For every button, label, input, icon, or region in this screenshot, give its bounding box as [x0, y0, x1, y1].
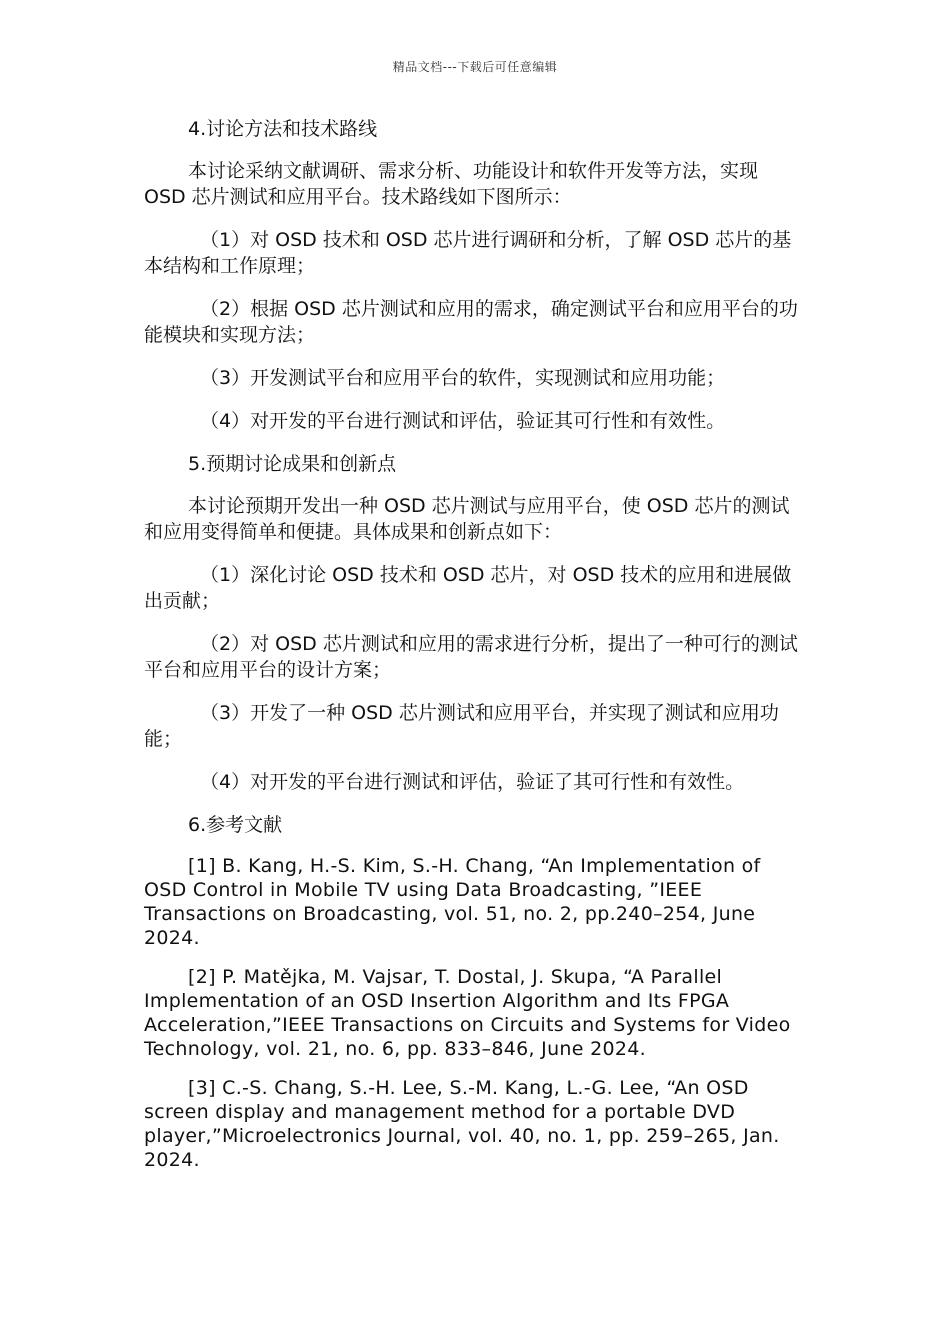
section-6-title: 6.参考文献 — [188, 814, 283, 836]
section-5-item-4: （4）对开发的平台进行测试和评估，验证了其可行性和有效性。 — [200, 771, 745, 793]
section-4-item-1: （1）对 OSD 技术和 OSD 芯片进行调研和分析，了解 OSD 芯片的基本结构和工作原理； — [144, 229, 792, 277]
section-4-item-2: （2）根据 OSD 芯片测试和应用的需求，确定测试平台和应用平台的功能模块和实现方法； — [144, 298, 798, 346]
section-5-intro: 本讨论预期开发出一种 OSD 芯片测试与应用平台，使 OSD 芯片的测试和应用变得简单和便捷。具体成果和创新点如下： — [144, 495, 790, 543]
section-4-item-4: （4）对开发的平台进行测试和评估，验证其可行性和有效性。 — [200, 410, 726, 432]
section-4-item-3: （3）开发测试平台和应用平台的软件，实现测试和应用功能； — [200, 367, 726, 389]
document-body — [144, 116, 804, 1187]
section-4-intro: 本讨论采纳文献调研、需求分析、功能设计和软件开发等方法，实现 OSD 芯片测试和应用平台。技术路线如下图所示： — [144, 160, 759, 208]
reference-1: [1] B. Kang, H.-S. Kim, S.-H. Chang, “An Implementation of OSD Control in Mobile TV using Data Broadcasting, ”IEEE Transactions on Broadcasting, vol. 51, no. 2, pp.240–254, June 2024. — [144, 855, 761, 949]
section-4-title: 4.讨论方法和技术路线 — [188, 118, 378, 140]
page-header: 精品文档---下载后可任意编辑 — [392, 60, 558, 74]
section-5-item-1: （1）深化讨论 OSD 技术和 OSD 芯片，对 OSD 技术的应用和进展做出贡献； — [144, 564, 792, 612]
section-5-item-3: （3）开发了一种 OSD 芯片测试和应用平台，并实现了测试和应用功能； — [144, 702, 779, 750]
section-5-item-2: （2）对 OSD 芯片测试和应用的需求进行分析，提出了一种可行的测试平台和应用平台的设计方案； — [144, 633, 798, 681]
section-5-title: 5.预期讨论成果和创新点 — [188, 453, 397, 475]
reference-2: [2] P. Matějka, M. Vajsar, T. Dostal, J. Skupa, “A Parallel Implementation of an OSD Insertion Algorithm and Its FPGA Acceleration,”IEEE Transactions on Circuits and Systems for Video Technology, vol. 21, no. 6, pp. 833–846, June 2024. — [144, 966, 791, 1060]
reference-3: [3] C.-S. Chang, S.-H. Lee, S.-M. Kang, L.-G. Lee, “An OSD screen display and management method for a portable DVD player,”Microelectronics Journal, vol. 40, no. 1, pp. 259–265, Jan. 2024. — [144, 1077, 780, 1171]
